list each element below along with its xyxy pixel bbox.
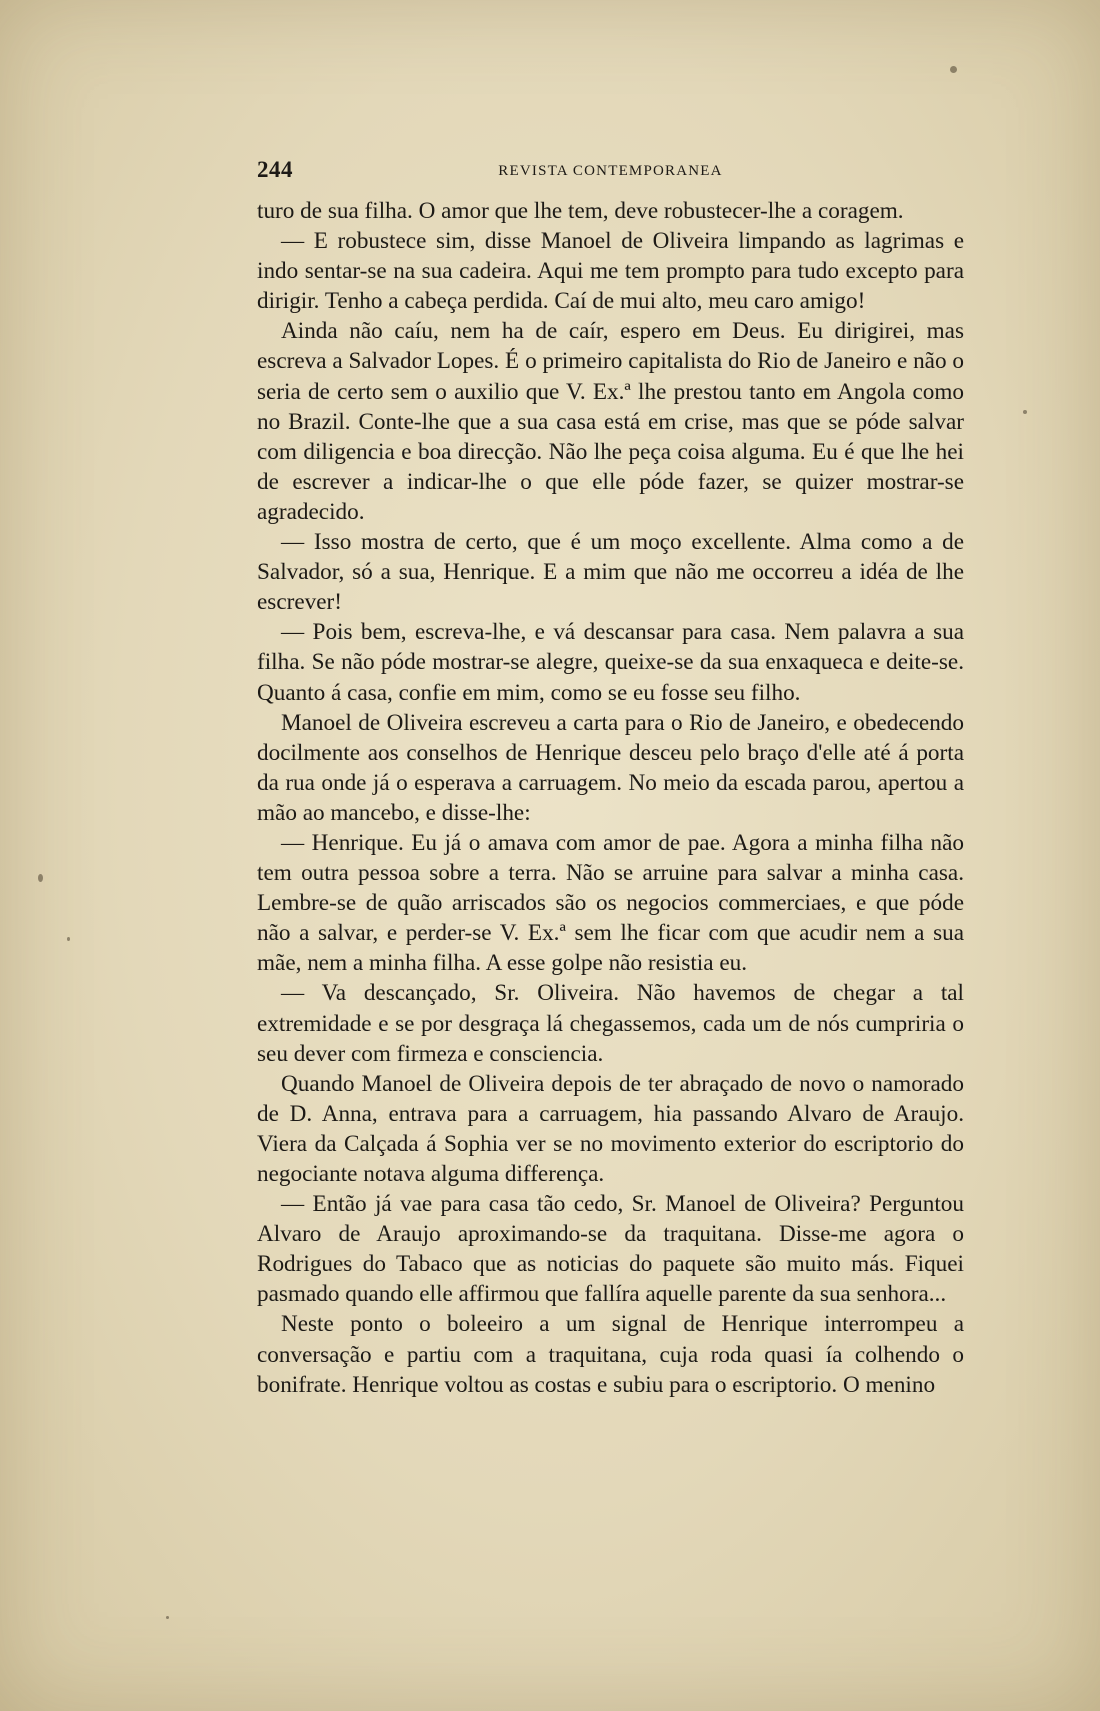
body-text [257, 196, 964, 1400]
paragraph: turo de sua filha. O amor que lhe tem, deve robustecer-lhe a coragem. [257, 198, 904, 224]
paragraph: — Va descançado, Sr. Oliveira. Não havemos de chegar a tal extremidade e se por desgraça lá chegassemos, cada um de nós cumpriria o seu dever com firmeza e consciencia. [257, 980, 964, 1067]
paragraph: Quando Manoel de Oliveira depois de ter abraçado de novo o namorado de D. Anna, entrava para a carruagem, hia passando Alvaro de Araujo. Viera da Calçada á Sophia ver se no movimento exterior do escriptorio do negociante notava alguma differença. [257, 1070, 964, 1187]
running-title: REVISTA CONTEMPORANEA [498, 163, 723, 179]
paper-speck [1023, 410, 1027, 414]
page-number: 244 [257, 157, 293, 182]
paragraph: Ainda não caíu, nem ha de caír, espero em Deus. Eu dirigirei, mas escreva a Salvador Lopes. É o primeiro capitalista do Rio de Janeiro e não o seria de certo sem o auxilio que V. Ex.ª lhe prestou tanto em Angola como no Brazil. Conte-lhe que a sua casa está em crise, mas que se póde salvar com diligencia e boa direcção. Não lhe peça coisa alguma. Eu é que lhe hei de escrever a indicar-lhe o que elle póde fazer, se quizer mostrar-se agradecido. [257, 318, 964, 525]
paragraph: — Isso mostra de certo, que é um moço excellente. Alma como a de Salvador, só a sua, Henrique. E a mim que não me occorreu a idéa de lhe escrever! [257, 529, 964, 616]
paragraph: — Então já vae para casa tão cedo, Sr. Manoel de Oliveira? Perguntou Alvaro de Araujo aproximando-se da traquitana. Disse-me agora o Rodrigues do Tabaco que as noticias do paquete são muito más. Fiquei pasmado quando elle affirmou que fallíra aquelle parente da sua senhora... [257, 1191, 964, 1308]
paragraph: Neste ponto o boleeiro a um signal de Henrique interrompeu a conversação e partiu com a traquitana, cuja roda quasi ía colhendo o bonifrate. Henrique voltou as costas e subiu para o escriptorio. O menino [257, 1311, 964, 1398]
paper-speck [950, 66, 957, 73]
paragraph: — Pois bem, escreva-lhe, e vá descansar para casa. Nem palavra a sua filha. Se não póde mostrar-se alegre, queixe-se da sua enxaqueca e deite-se. Quanto á casa, confie em mim, como se eu fosse seu filho. [257, 619, 964, 706]
paper-speck [67, 937, 70, 941]
paragraph: — Henrique. Eu já o amava com amor de pae. Agora a minha filha não tem outra pessoa sobre a terra. Não se arruine para salvar a minha casa. Lembre-se de quão arriscados são os negocios commerciaes, e que póde não a salvar, e perder-se V. Ex.ª sem lhe ficar com que acudir nem a sua mãe, nem a minha filha. A esse golpe não resistia eu. [257, 829, 964, 977]
paper-speck [166, 1616, 169, 1619]
page-header [257, 157, 964, 187]
paper-speck [38, 874, 43, 882]
paragraph: Manoel de Oliveira escreveu a carta para o Rio de Janeiro, e obedecendo docilmente aos conselhos de Henrique desceu pelo braço d'elle até á porta da rua onde já o esperava a carruagem. No meio da escada parou, apertou a mão ao mancebo, e disse-lhe: [257, 709, 964, 826]
paragraph: — E robustece sim, disse Manoel de Oliveira limpando as lagrimas e indo sentar-se na sua cadeira. Aqui me tem prompto para tudo excepto para dirigir. Tenho a cabeça perdida. Caí de mui alto, meu caro amigo! [257, 228, 964, 315]
